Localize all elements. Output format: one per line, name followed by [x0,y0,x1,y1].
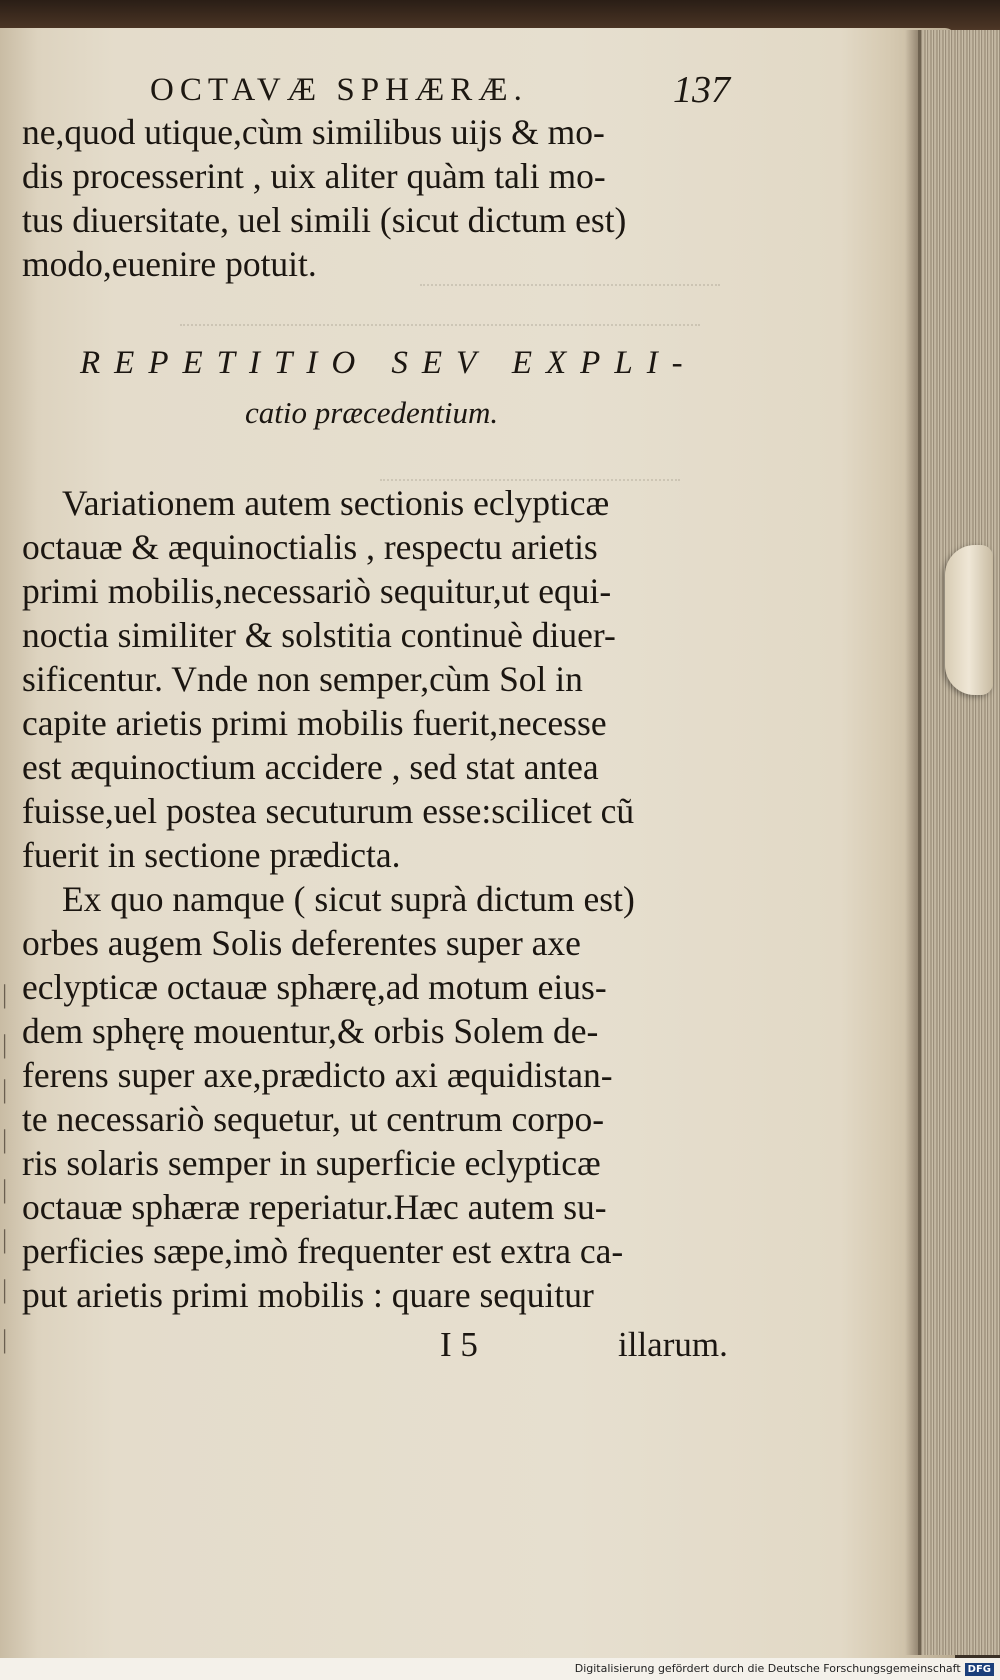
show-through [180,300,700,326]
text-block-main [22,481,635,1317]
section-heading: REPETITIO SEV EXPLI- [80,345,697,381]
catchword: illarum. [618,1325,728,1364]
gutter-mark: | [2,980,8,1009]
text-line: put arietis primi mobilis : quare sequitur [22,1275,594,1315]
show-through [380,455,680,481]
gutter-mark: | [2,1225,8,1254]
text-line: fuerit in sectione prædicta. [22,835,401,875]
text-line: orbes augem Solis deferentes super axe [22,923,581,963]
text-line: ne,quod utique,cùm similibus uijs & mo- [22,112,605,152]
section-heading-continued: catio præcedentium. [245,395,499,430]
gutter-mark: | [2,1325,8,1354]
text-line: noctia similiter & solstitia continuè diuer- [22,615,616,655]
text-line: est æquinoctium accidere , sed stat antea [22,747,599,787]
text-line: dis processerint , uix aliter quàm tali mo- [22,156,606,196]
running-title: OCTAVÆ SPHÆRÆ. [150,72,528,108]
text-block-top [22,110,626,286]
footer-credit [575,1662,994,1676]
page-tab-marker [945,545,993,695]
text-line: sificentur. Vnde non semper,cùm Sol in [22,659,583,699]
text-line: modo,euenire potuit. [22,244,317,284]
text-line: octauæ & æquinoctialis , respectu arietis [22,527,598,567]
text-line: ris solaris semper in superficie eclypticæ [22,1143,601,1183]
gutter-mark: | [2,1030,8,1059]
text-line: Ex quo namque ( sicut suprà dictum est) [62,879,635,919]
gutter-mark: | [2,1175,8,1204]
text-line: tus diuersitate, uel simili (sicut dictum est) [22,200,627,240]
gutter-mark: | [2,1075,8,1104]
dfg-logo: DFG [965,1663,994,1676]
gutter-mark: | [2,1275,8,1304]
text-line: eclypticæ octauæ sphærę,ad motum eius- [22,967,607,1007]
text-line: perficies sæpe,imò frequenter est extra ca- [22,1231,624,1271]
page-edges [918,30,1000,1655]
text-line: capite arietis primi mobilis fuerit,necesse [22,703,607,743]
footer-credit-text: Digitalisierung gefördert durch die Deutsche Forschungsgemeinschaft [574,1662,961,1675]
page-number: 137 [673,69,730,111]
text-line: primi mobilis,necessariò sequitur,ut equi- [22,571,612,611]
gutter-mark: | [2,1125,8,1154]
text-line: dem sphęrę mouentur,& orbis Solem de- [22,1011,599,1051]
text-line: ferens super axe,prædicto axi æquidistan- [22,1055,613,1095]
text-line: Variationem autem sectionis eclypticæ [62,483,610,523]
running-header [150,69,730,111]
signature-mark: I 5 [440,1325,478,1364]
text-line: te necessariò sequetur, ut centrum corpo- [22,1099,605,1139]
text-line: octauæ sphæræ reperiatur.Hæc autem su- [22,1187,607,1227]
text-line: fuisse,uel postea secuturum esse:scilicet cũ [22,791,635,831]
